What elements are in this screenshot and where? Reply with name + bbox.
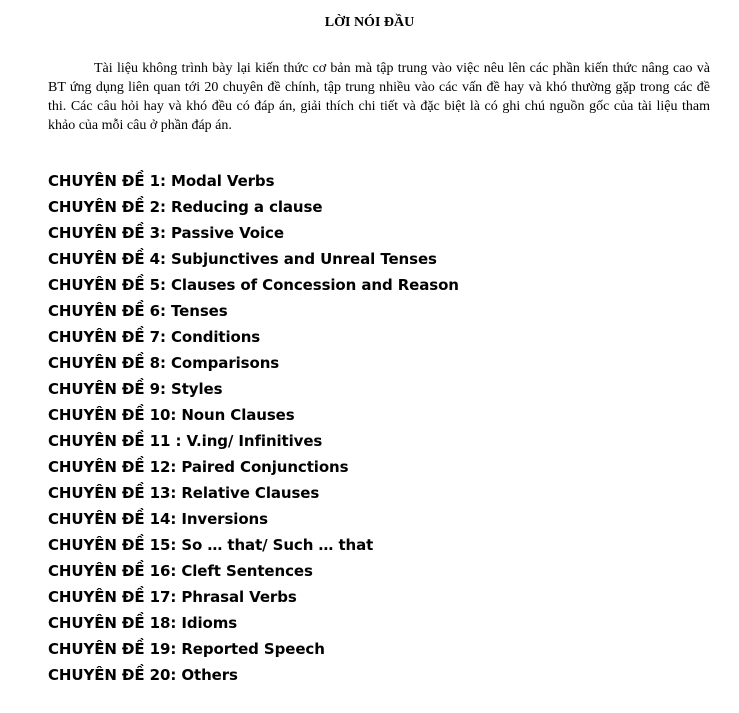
topic-item-7: CHUYÊN ĐỀ 7: Conditions [48,328,261,346]
page-title: LỜI NÓI ĐẦU [324,15,415,30]
topic-item-14: CHUYÊN ĐỀ 14: Inversions [48,510,268,528]
intro-paragraph: Tài liệu không trình bày lại kiến thức cơ bản mà tập trung vào việc nêu lên các phần kiến thức nâng cao và BT ứng dụng liên quan tới 20 chuyên đề chính, tập trung nhiều vào các vấn đề hay và khó thường gặp trong các đề thi. Các câu hỏi hay và khó đều có đáp án, giải thích chi tiết và đặc biệt là có ghi chú nguồn gốc của tài liệu tham khảo của mỗi câu ở phần đáp án. [48,61,710,133]
topic-item-15: CHUYÊN ĐỀ 15: So … that/ Such … that [48,536,374,554]
topic-item-3: CHUYÊN ĐỀ 3: Passive Voice [48,224,284,242]
topic-item-20: CHUYÊN ĐỀ 20: Others [48,666,238,684]
topic-item-8: CHUYÊN ĐỀ 8: Comparisons [48,354,280,372]
topic-item-10: CHUYÊN ĐỀ 10: Noun Clauses [48,406,295,424]
topic-item-13: CHUYÊN ĐỀ 13: Relative Clauses [48,484,320,502]
topic-item-17: CHUYÊN ĐỀ 17: Phrasal Verbs [48,588,297,606]
topic-item-9: CHUYÊN ĐỀ 9: Styles [48,380,223,398]
topic-item-2: CHUYÊN ĐỀ 2: Reducing a clause [48,198,323,216]
topic-list [48,168,459,688]
topic-item-18: CHUYÊN ĐỀ 18: Idioms [48,614,238,632]
topic-item-6: CHUYÊN ĐỀ 6: Tenses [48,302,228,320]
topic-item-4: CHUYÊN ĐỀ 4: Subjunctives and Unreal Tenses [48,250,437,268]
topic-item-11: CHUYÊN ĐỀ 11 : V.ing/ Infinitives [48,432,323,450]
topic-item-1: CHUYÊN ĐỀ 1: Modal Verbs [48,172,275,190]
topic-item-5: CHUYÊN ĐỀ 5: Clauses of Concession and Reason [48,276,459,294]
topic-item-12: CHUYÊN ĐỀ 12: Paired Conjunctions [48,458,349,476]
topic-item-19: CHUYÊN ĐỀ 19: Reported Speech [48,640,325,658]
topic-item-16: CHUYÊN ĐỀ 16: Cleft Sentences [48,562,313,580]
